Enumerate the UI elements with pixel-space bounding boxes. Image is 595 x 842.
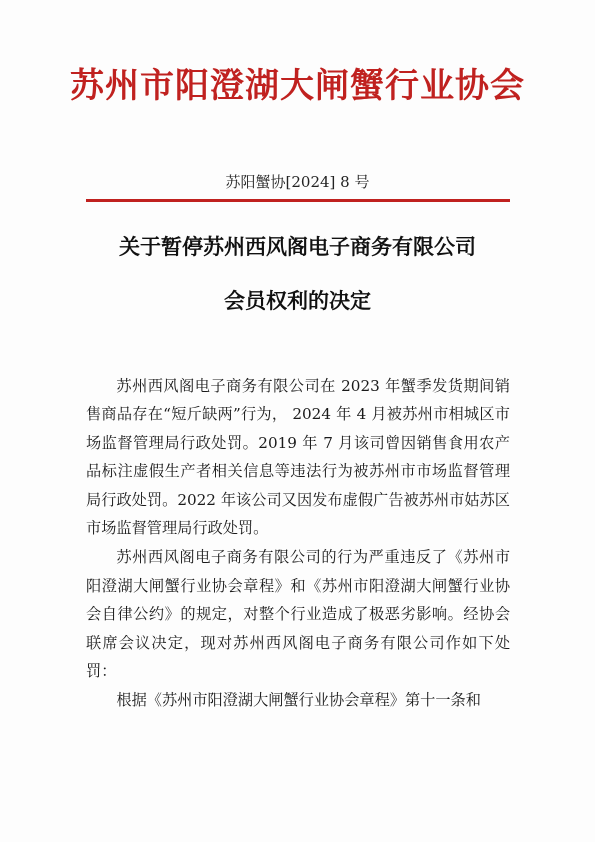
body-paragraph-2: 苏州西风阁电子商务有限公司的行为严重违反了《苏州市阳澄湖大闸蟹行业协会章程》和《苏州市阳澄湖大闸蟹行业协会自律公约》的规定，对整个行业造成了极恶劣影响。经协会联席会议决定，现对苏州西风阁电子商务有限公司作如下处罚： — [86, 548, 510, 681]
body-paragraph-1: 苏州西风阁电子商务有限公司在 2023 年蟹季发货期间销售商品存在“短斤缺两”行为， 2024 年 4 月被苏州市相城区市场监督管理局行政处罚。2019 年 7 月该司曾因销售食用农产品标注虚假生产者相关信息等违法行为被苏州市市场监督管理局行政处罚。2022 年该公司又因发布虚假广告被苏州市姑苏区市场监督管理局行政处罚。 — [86, 377, 510, 538]
document-title-line-2: 会员权利的决定 — [224, 288, 371, 313]
document-title-line-1: 关于暂停苏州西风阁电子商务有限公司 — [119, 234, 476, 259]
document-number: 苏阳蟹协[2024] 8 号 — [225, 173, 370, 191]
red-divider-line — [86, 199, 510, 202]
organization-header: 苏州市阳澄湖大闸蟹行业协会 — [70, 66, 525, 106]
body-paragraph-3: 根据《苏州市阳澄湖大闸蟹行业协会章程》第十一条和 — [116, 691, 481, 710]
document-body — [86, 372, 510, 716]
